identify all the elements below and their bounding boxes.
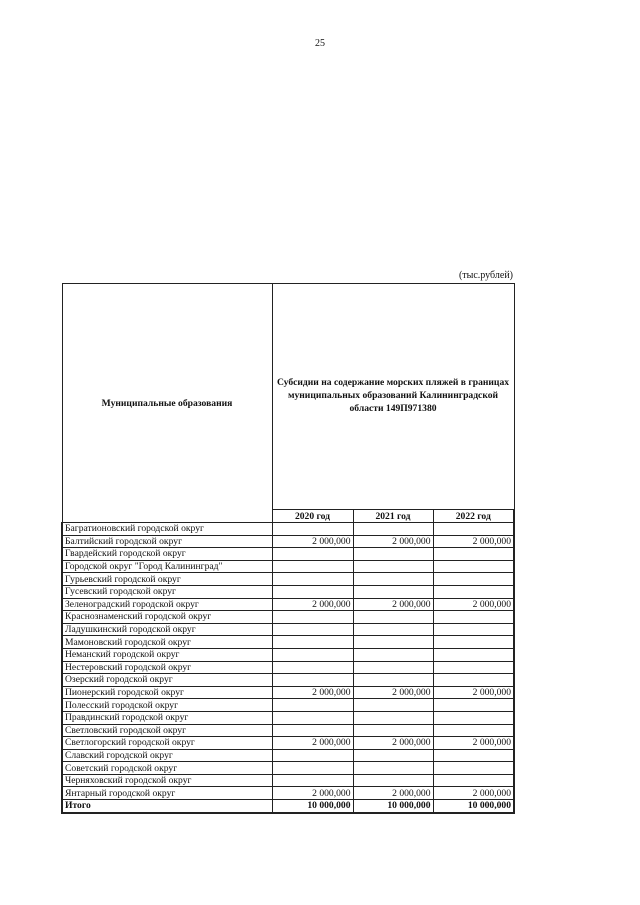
value-2022 — [433, 699, 514, 712]
municipality-name: Славский городской округ — [62, 749, 272, 762]
value-2022 — [433, 523, 514, 536]
value-2020 — [272, 611, 353, 624]
value-2020 — [272, 648, 353, 661]
table-row — [62, 737, 514, 750]
municipality-name: Светловский городской округ — [62, 724, 272, 737]
table-row — [62, 560, 514, 573]
value-2021 — [353, 774, 433, 787]
value-2020 — [272, 774, 353, 787]
value-2020 — [272, 661, 353, 674]
value-2022 — [433, 762, 514, 775]
table-row — [62, 523, 514, 536]
unit-note: (тыс.рублей) — [458, 270, 513, 281]
value-2022 — [433, 585, 514, 598]
value-2020 — [272, 674, 353, 687]
header-year-2022: 2022 год — [433, 510, 514, 523]
table-row — [62, 774, 514, 787]
value-2021 — [353, 523, 433, 536]
municipality-name: Гвардейский городской округ — [62, 548, 272, 561]
table-row — [62, 623, 514, 636]
value-2021: 2 000,000 — [353, 598, 433, 611]
value-2022 — [433, 560, 514, 573]
total-2022: 10 000,000 — [433, 800, 514, 813]
value-2022: 2 000,000 — [433, 598, 514, 611]
value-2021 — [353, 674, 433, 687]
value-2021: 2 000,000 — [353, 737, 433, 750]
header-year-2020: 2020 год — [272, 510, 353, 523]
header-subsidy: Субсидии на содержание морских пляжей в границах муниципальных образований Калининградской области 149П971380 — [272, 284, 514, 510]
total-2020: 10 000,000 — [272, 800, 353, 813]
total-2021: 10 000,000 — [353, 800, 433, 813]
municipality-name: Ладушкинский городской округ — [62, 623, 272, 636]
municipality-name: Полесский городской округ — [62, 699, 272, 712]
municipality-name: Правдинский городской округ — [62, 711, 272, 724]
value-2020: 2 000,000 — [272, 737, 353, 750]
value-2021 — [353, 560, 433, 573]
value-2020 — [272, 548, 353, 561]
table-row — [62, 661, 514, 674]
total-label: Итого — [62, 800, 272, 813]
value-2022 — [433, 548, 514, 561]
table-row — [62, 636, 514, 649]
value-2020 — [272, 724, 353, 737]
municipality-name: Черняховский городской округ — [62, 774, 272, 787]
value-2022 — [433, 661, 514, 674]
value-2021 — [353, 711, 433, 724]
table-row — [62, 548, 514, 561]
total-row — [62, 800, 514, 813]
table-row — [62, 611, 514, 624]
value-2021: 2 000,000 — [353, 535, 433, 548]
value-2021 — [353, 573, 433, 586]
municipality-name: Краснознаменский городской округ — [62, 611, 272, 624]
municipality-name: Городской округ "Город Калининград" — [62, 560, 272, 573]
municipality-name: Озерский городской округ — [62, 674, 272, 687]
value-2022 — [433, 636, 514, 649]
table-row — [62, 686, 514, 699]
value-2022: 2 000,000 — [433, 686, 514, 699]
value-2020 — [272, 623, 353, 636]
municipality-name: Светлогорский городской округ — [62, 737, 272, 750]
value-2021: 2 000,000 — [353, 787, 433, 800]
municipality-name: Балтийский городской округ — [62, 535, 272, 548]
value-2020: 2 000,000 — [272, 787, 353, 800]
value-2020 — [272, 762, 353, 775]
table-row — [62, 535, 514, 548]
municipality-name: Нестеровский городской округ — [62, 661, 272, 674]
value-2020: 2 000,000 — [272, 686, 353, 699]
table-row — [62, 762, 514, 775]
municipality-name: Мамоновский городской округ — [62, 636, 272, 649]
value-2022 — [433, 623, 514, 636]
value-2020 — [272, 749, 353, 762]
value-2021 — [353, 623, 433, 636]
table-row — [62, 711, 514, 724]
value-2021: 2 000,000 — [353, 686, 433, 699]
municipality-name: Багратионовский городской округ — [62, 523, 272, 536]
value-2022 — [433, 749, 514, 762]
table-row — [62, 699, 514, 712]
value-2021 — [353, 585, 433, 598]
table-body — [62, 523, 514, 800]
value-2021 — [353, 661, 433, 674]
municipality-name: Янтарный городской округ — [62, 787, 272, 800]
value-2021 — [353, 636, 433, 649]
municipality-name: Советский городской округ — [62, 762, 272, 775]
value-2020: 2 000,000 — [272, 535, 353, 548]
value-2022 — [433, 573, 514, 586]
table-row — [62, 787, 514, 800]
table-row — [62, 724, 514, 737]
table-row — [62, 598, 514, 611]
value-2020 — [272, 573, 353, 586]
table-row — [62, 573, 514, 586]
value-2020 — [272, 699, 353, 712]
table-row — [62, 585, 514, 598]
value-2022 — [433, 611, 514, 624]
value-2020 — [272, 523, 353, 536]
municipality-name: Неманский городской округ — [62, 648, 272, 661]
table-row — [62, 749, 514, 762]
municipality-name: Гусевский городской округ — [62, 585, 272, 598]
header-year-2021: 2021 год — [353, 510, 433, 523]
value-2022 — [433, 711, 514, 724]
value-2021 — [353, 648, 433, 661]
value-2022 — [433, 674, 514, 687]
value-2020 — [272, 560, 353, 573]
value-2020 — [272, 585, 353, 598]
value-2022: 2 000,000 — [433, 737, 514, 750]
value-2022 — [433, 724, 514, 737]
value-2021 — [353, 724, 433, 737]
value-2021 — [353, 699, 433, 712]
value-2021 — [353, 548, 433, 561]
municipality-name: Гурьевский городской округ — [62, 573, 272, 586]
page-number: 25 — [315, 38, 325, 49]
value-2022 — [433, 774, 514, 787]
value-2022 — [433, 648, 514, 661]
table-row — [62, 648, 514, 661]
value-2021 — [353, 611, 433, 624]
value-2020 — [272, 636, 353, 649]
value-2022: 2 000,000 — [433, 787, 514, 800]
value-2020 — [272, 711, 353, 724]
value-2021 — [353, 762, 433, 775]
value-2022: 2 000,000 — [433, 535, 514, 548]
value-2021 — [353, 749, 433, 762]
municipality-name: Зеленоградский городской округ — [62, 598, 272, 611]
table-row — [62, 674, 514, 687]
header-municipality: Муниципальные образования — [62, 284, 272, 523]
municipality-name: Пионерский городской округ — [62, 686, 272, 699]
subsidy-table — [61, 283, 515, 814]
value-2020: 2 000,000 — [272, 598, 353, 611]
